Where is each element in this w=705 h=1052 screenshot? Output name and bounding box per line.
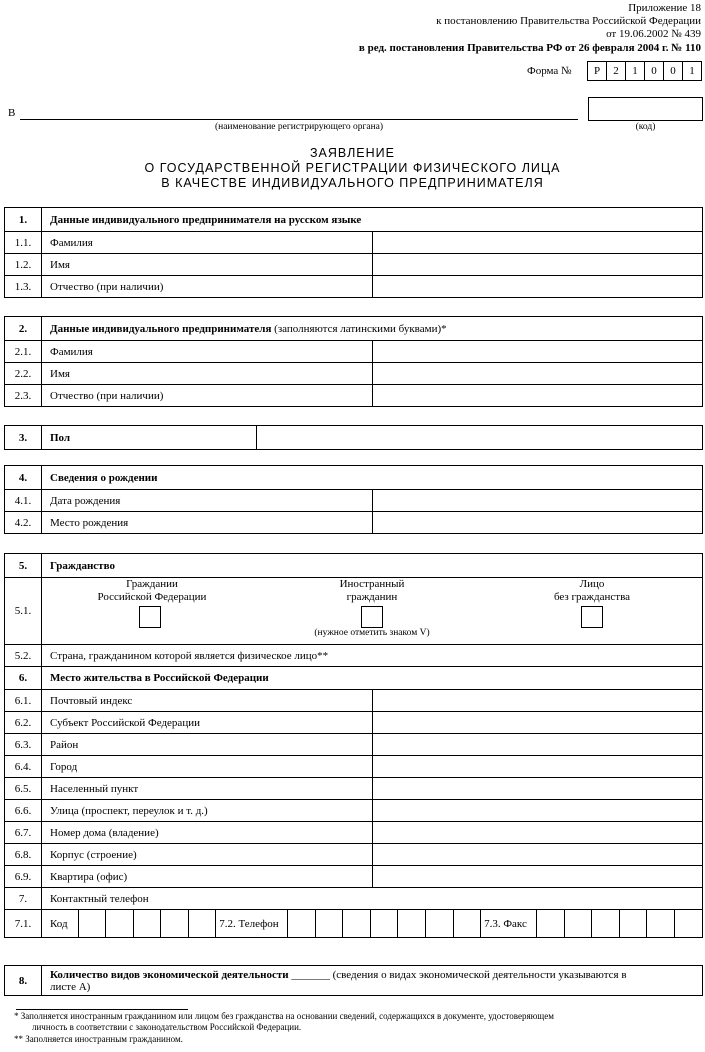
section-title-note: (заполняются латинскими буквами)* xyxy=(271,322,447,335)
row-number: 4.1. xyxy=(5,490,42,512)
option-stateless-line-1: Лицо xyxy=(579,578,605,590)
footnote-2: ** Заполняется иностранным гражданином. xyxy=(14,1034,183,1044)
phone-cell[interactable] xyxy=(453,910,481,937)
row-number: 6.9. xyxy=(5,866,42,888)
row-number: 2.2. xyxy=(5,363,42,385)
section-title: Контактный телефон xyxy=(42,888,703,910)
check-hint: (нужное отметить знаком V) xyxy=(314,628,430,638)
section-1-table xyxy=(4,207,703,298)
city-field[interactable] xyxy=(372,756,703,778)
phone-cell[interactable] xyxy=(315,910,343,937)
apartment-field[interactable] xyxy=(372,866,703,888)
section-title: Пол xyxy=(42,426,257,450)
row-number: 1.3. xyxy=(5,276,42,298)
row-label: Фамилия xyxy=(42,341,373,363)
row-label: Отчество (при наличии) xyxy=(42,385,373,407)
phone-cell[interactable] xyxy=(398,910,426,937)
name-ru-field[interactable] xyxy=(372,254,703,276)
section-8-table xyxy=(4,965,703,996)
option-stateless-label xyxy=(482,578,702,604)
row-label: Корпус (строение) xyxy=(42,844,373,866)
footnote-divider xyxy=(16,1009,188,1010)
row-label: Имя xyxy=(42,254,373,276)
option-foreign-line-1: Иностранный xyxy=(339,578,405,590)
option-rf-citizen-label xyxy=(42,578,262,604)
building-field[interactable] xyxy=(372,844,703,866)
section-title: Данные индивидуального предпринимателя на русском языке xyxy=(42,208,703,232)
option-foreign-line-2: гражданин xyxy=(346,591,398,603)
form-number-cell: Р xyxy=(587,61,607,81)
row-label: Город xyxy=(42,756,373,778)
option-rf-line-2: Российской Федерации xyxy=(97,591,207,603)
locality-field[interactable] xyxy=(372,778,703,800)
row-label: Имя xyxy=(42,363,373,385)
authority-prefix: В xyxy=(8,107,16,119)
form-number-label: Форма № xyxy=(527,65,572,77)
birth-place-field[interactable] xyxy=(372,512,703,534)
form-number-cell: 1 xyxy=(682,61,702,81)
row-label: Субъект Российской Федерации xyxy=(42,712,373,734)
section-number: 4. xyxy=(5,466,42,490)
section-title: Место жительства в Российской Федерации xyxy=(42,667,703,690)
activity-count-label: Количество видов экономической деятельности xyxy=(50,968,289,981)
row-number: 4.2. xyxy=(5,512,42,534)
row-label: Почтовый индекс xyxy=(42,690,373,712)
phone-code-cell[interactable] xyxy=(161,910,189,937)
patronymic-lat-field[interactable] xyxy=(372,385,703,407)
name-lat-field[interactable] xyxy=(372,363,703,385)
section-title: Гражданство xyxy=(42,554,703,578)
decree-date-line: от 19.06.2002 № 439 xyxy=(606,28,701,40)
phone-code-cell[interactable] xyxy=(188,910,216,937)
gender-field[interactable] xyxy=(257,426,703,450)
section-title: Сведения о рождении xyxy=(42,466,703,490)
row-label: Фамилия xyxy=(42,232,373,254)
footnote-1: * Заполняется иностранным гражданином или лицом без гражданства на основании сведений, содержащихся в документе, удостоверяющем xyxy=(14,1011,554,1021)
phone-grid xyxy=(42,910,702,937)
option-foreign-label xyxy=(262,578,482,604)
fax-cell[interactable] xyxy=(619,910,647,937)
row-number: 6.3. xyxy=(5,734,42,756)
citizenship-country-label: Страна, гражданином которой является физическое лицо** xyxy=(42,645,703,667)
section-4-table xyxy=(4,465,703,534)
authority-field[interactable] xyxy=(20,119,578,120)
option-stateless-line-2: без гражданства xyxy=(553,591,631,603)
row-label: Место рождения xyxy=(42,512,373,534)
foreign-citizen-checkbox[interactable] xyxy=(361,606,383,628)
section-number: 6. xyxy=(5,667,42,690)
activity-count-note: (сведения о видах экономической деятельности указываются в xyxy=(332,968,627,981)
region-field[interactable] xyxy=(372,712,703,734)
row-number: 7.1. xyxy=(5,910,42,938)
section-title xyxy=(42,317,703,341)
form-number-cell: 2 xyxy=(606,61,626,81)
fax-cell[interactable] xyxy=(592,910,620,937)
phone-row xyxy=(42,910,703,938)
phone-cell[interactable] xyxy=(343,910,371,937)
activity-count-note-2: листе А) xyxy=(50,980,91,993)
row-label: Населенный пункт xyxy=(42,778,373,800)
phone-cell[interactable] xyxy=(288,910,316,937)
row-number: 1.1. xyxy=(5,232,42,254)
fax-cell[interactable] xyxy=(564,910,592,937)
fax-cell[interactable] xyxy=(647,910,675,937)
revision-line: в ред. постановления Правительства РФ от 26 февраля 2004 г. № 110 xyxy=(358,42,701,54)
code-caption: (код) xyxy=(635,122,656,132)
section-3-table xyxy=(4,425,703,450)
row-number: 6.1. xyxy=(5,690,42,712)
row-number: 6.7. xyxy=(5,822,42,844)
row-number: 6.4. xyxy=(5,756,42,778)
section-number: 3. xyxy=(5,426,42,450)
option-rf-line-1: Граждании xyxy=(126,578,178,590)
section-2-table xyxy=(4,316,703,407)
phone-cell[interactable] xyxy=(425,910,453,937)
row-number: 5.1. xyxy=(5,578,42,645)
activity-count-blank[interactable]: _______ xyxy=(288,968,333,981)
form-number-cell: 0 xyxy=(663,61,683,81)
fax-label: 7.3. Факс xyxy=(481,910,537,937)
phone-code-label: Код xyxy=(42,910,78,937)
phone-code-cell[interactable] xyxy=(106,910,134,937)
phone-code-cell[interactable] xyxy=(78,910,106,937)
row-label: Дата рождения xyxy=(42,490,373,512)
form-number-cell: 1 xyxy=(625,61,645,81)
rf-citizen-checkbox[interactable] xyxy=(139,606,161,628)
street-field[interactable] xyxy=(372,800,703,822)
section-title-text: Данные индивидуального предпринимателя xyxy=(50,322,272,335)
section-number: 1. xyxy=(5,208,42,232)
authority-caption: (наименование регистрирующего органа) xyxy=(214,122,384,132)
fax-cell[interactable] xyxy=(537,910,565,937)
row-number: 6.2. xyxy=(5,712,42,734)
section-number: 8. xyxy=(5,966,42,996)
section-number: 2. xyxy=(5,317,42,341)
birth-date-field[interactable] xyxy=(372,490,703,512)
title-line-3: В КАЧЕСТВЕ ИНДИВИДУАЛЬНОГО ПРЕДПРИНИМАТЕЛЯ xyxy=(161,176,544,190)
postal-code-field[interactable] xyxy=(372,690,703,712)
title-line-1: ЗАЯВЛЕНИЕ xyxy=(309,146,395,160)
footnote-1-cont: личность в соответствии с законодательством Российской Федерации. xyxy=(32,1022,302,1032)
section-number: 7. xyxy=(5,888,42,910)
surname-lat-field[interactable] xyxy=(372,341,703,363)
section-number: 5. xyxy=(5,554,42,578)
row-number: 1.2. xyxy=(5,254,42,276)
district-field[interactable] xyxy=(372,734,703,756)
row-number: 6.5. xyxy=(5,778,42,800)
row-label: Номер дома (владение) xyxy=(42,822,373,844)
surname-ru-field[interactable] xyxy=(372,232,703,254)
row-label: Квартира (офис) xyxy=(42,866,373,888)
phone-code-cell[interactable] xyxy=(133,910,161,937)
code-field[interactable] xyxy=(588,97,703,121)
row-number: 2.3. xyxy=(5,385,42,407)
patronymic-ru-field[interactable] xyxy=(372,276,703,298)
row-number: 6.6. xyxy=(5,800,42,822)
activity-count-row xyxy=(42,966,703,996)
appendix-line: Приложение 18 xyxy=(628,2,701,14)
row-number: 6.8. xyxy=(5,844,42,866)
phone-cell[interactable] xyxy=(370,910,398,937)
title-line-2: О ГОСУДАРСТВЕННОЙ РЕГИСТРАЦИИ ФИЗИЧЕСКОГО ЛИЦА xyxy=(144,161,561,175)
row-label: Район xyxy=(42,734,373,756)
house-field[interactable] xyxy=(372,822,703,844)
stateless-checkbox[interactable] xyxy=(581,606,603,628)
row-number: 2.1. xyxy=(5,341,42,363)
fax-cell[interactable] xyxy=(674,910,702,937)
form-number-cell: 0 xyxy=(644,61,664,81)
row-label: Улица (проспект, переулок и т. д.) xyxy=(42,800,373,822)
row-label: Отчество (при наличии) xyxy=(42,276,373,298)
row-number: 5.2. xyxy=(5,645,42,667)
decree-line: к постановлению Правительства Российской Федерации xyxy=(436,15,701,27)
phone-label: 7.2. Телефон xyxy=(216,910,288,937)
